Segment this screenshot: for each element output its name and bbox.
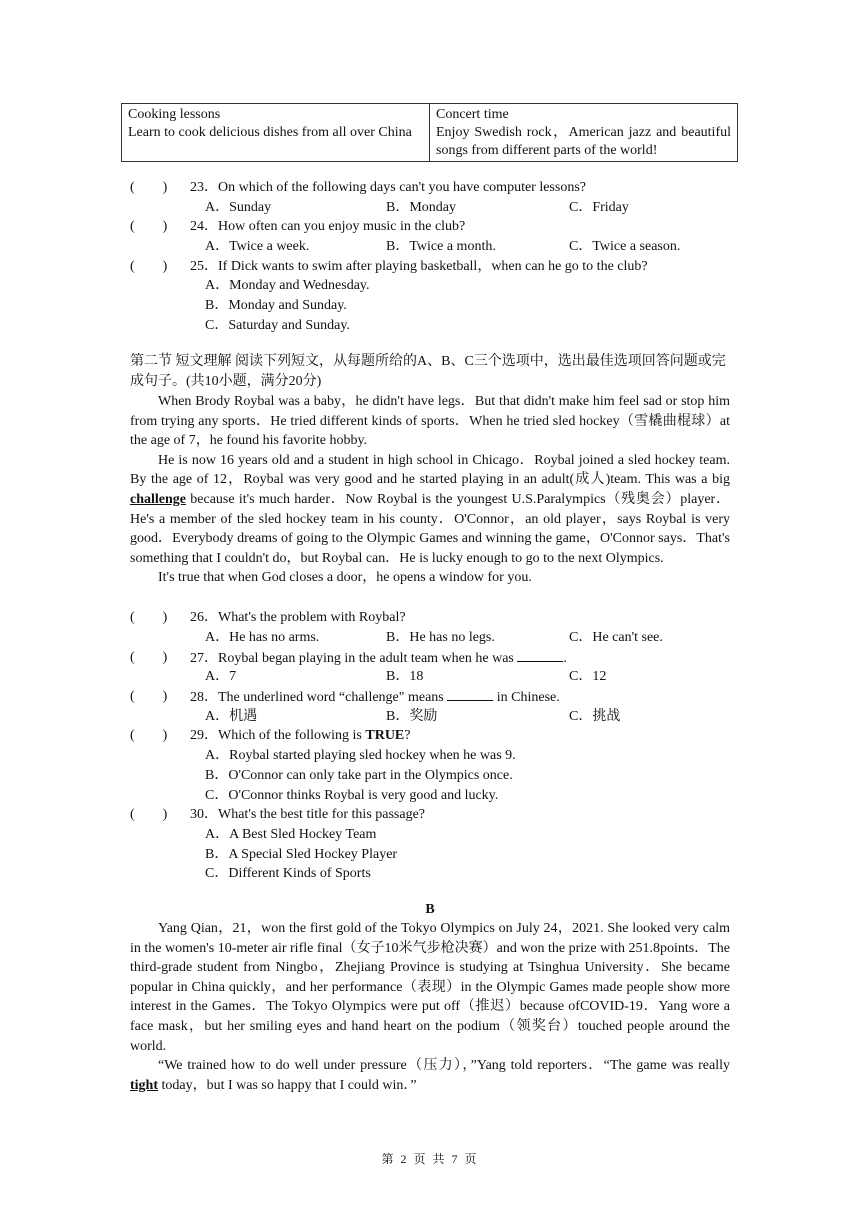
answer-parentheses: ( ) [130, 180, 168, 195]
underlined-word: challenge [130, 491, 186, 507]
paragraph: When Brody Roybal was a baby，he didn't have legs．But that didn't make him feel sad or stop him from trying any sports．He tried different kinds of sports．When he tried sled hockey（雪橇曲棍球）at the age of 7，he found his favorite hobby. [130, 394, 730, 449]
passage-b-label: B [425, 902, 435, 917]
question-text [190, 726, 411, 745]
option: B．O'Connor can only take part in the Olympics once. [205, 768, 513, 783]
option: B．奖励 [386, 709, 438, 724]
question-part: ? [404, 728, 411, 743]
answer-parentheses: ( ) [130, 219, 168, 234]
option: C．O'Connor thinks Roybal is very good and lucky. [205, 788, 499, 803]
question-text: 25．If Dick wants to swim after playing basketball，when can he go to the club? [190, 259, 648, 274]
section-heading: 第二节 短文理解 阅读下列短文，从每题所给的A、B、C三个选项中，选出最佳选项回答问题或完成句子。(共10小题，满分20分) [130, 354, 726, 389]
answer-parentheses: ( ) [130, 728, 168, 743]
club-activities-table [121, 103, 738, 162]
paragraph [130, 451, 730, 569]
option: A．机遇 [205, 709, 258, 724]
option: B．Twice a month. [386, 239, 496, 254]
answer-parentheses: ( ) [130, 650, 168, 665]
page-footer: 第 2 页 共 7 页 [381, 1152, 479, 1166]
question-part: . [563, 651, 567, 666]
question-part: 29．Which of the following is [190, 728, 366, 743]
answer-parentheses: ( ) [130, 259, 168, 274]
option: A．A Best Sled Hockey Team [205, 827, 377, 842]
cell-text: Learn to cook delicious dishes from all over China [128, 125, 412, 140]
concert-time-cell [430, 104, 738, 162]
question-part: 28．The underlined word “challenge" means [190, 690, 448, 705]
paragraph-text: because it's much harder．Now Roybal is the youngest U.S.Paralympics（残奥会）player．He's a member of the sled hockey team in his county．O'Connor，an old player，says Roybal is very good．Everybody dreams of going to the Olympic Games and winning the game，O'Connor says．That's something that I couldn't do，but Roybal can．He is lucky enough to go to the next Olympics. [130, 491, 730, 566]
paragraph: It's true that when God closes a door，he opens a window for you. [158, 570, 532, 586]
option: B．18 [386, 669, 424, 684]
question-23 [130, 178, 167, 197]
option: A．Sunday [205, 200, 272, 215]
option: A．He has no arms. [205, 630, 320, 645]
option: C．Friday [569, 200, 629, 215]
option: B．Monday [386, 200, 456, 215]
option: A．Twice a week. [205, 239, 310, 254]
answer-parentheses: ( ) [130, 689, 168, 704]
paragraph-text: He is now 16 years old and a student in high school in Chicago．Roybal joined a sled hockey team. By the age of 12，Roybal was very good and he started playing in an adult(成人)team. This was a big [130, 452, 730, 488]
paragraph-text: “We trained how to do well under pressure（压力），”Yang told reporters．“The game was really [158, 1058, 730, 1074]
paragraph [130, 1056, 730, 1095]
option: B．He has no legs. [386, 630, 495, 645]
question-part: 27．Roybal began playing in the adult team when he was [190, 651, 518, 666]
option: A．Monday and Wednesday. [205, 278, 370, 293]
bold-keyword: TRUE [365, 728, 405, 743]
question-text: 23．On which of the following days can't you have computer lessons? [190, 180, 586, 195]
question-part: in Chinese. [493, 690, 560, 705]
option: C．Saturday and Sunday. [205, 318, 350, 333]
answer-parentheses: ( ) [130, 807, 168, 822]
option: C．挑战 [569, 709, 621, 724]
answer-parentheses: ( ) [130, 610, 168, 625]
answer-blank [517, 648, 563, 662]
option: A．Roybal started playing sled hockey when he was 9. [205, 748, 516, 763]
paragraph-text: today，but I was so happy that I could win．” [158, 1077, 417, 1093]
cell-title: Concert time [436, 107, 509, 122]
question-text [190, 687, 560, 707]
question-text: 30．What's the best title for this passage? [190, 807, 426, 822]
option: B．A Special Sled Hockey Player [205, 847, 398, 862]
cell-title: Cooking lessons [128, 107, 221, 122]
option: C．He can't see. [569, 630, 663, 645]
cooking-lessons-cell [122, 104, 430, 162]
option: C．Different Kinds of Sports [205, 866, 371, 881]
option: C．Twice a season. [569, 239, 681, 254]
cell-text: Enjoy Swedish rock，American jazz and beautiful songs from different parts of the world! [436, 125, 731, 158]
question-text: 26．What's the problem with Roybal? [190, 610, 406, 625]
option: A．7 [205, 669, 237, 684]
question-text: 24．How often can you enjoy music in the club? [190, 219, 466, 234]
answer-blank [447, 687, 493, 701]
underlined-word: tight [130, 1077, 158, 1093]
passage-a [130, 392, 730, 588]
question-text [190, 648, 567, 668]
option: C．12 [569, 669, 607, 684]
option: B．Monday and Sunday. [205, 298, 347, 313]
passage-b [130, 919, 730, 1095]
paragraph: Yang Qian，21，won the first gold of the Tokyo Olympics on July 24，2021. She looked very calm in the women's 10-meter air rifle final（女子10米气步枪决赛）and won the prize with 251.8points．The third-grade student from Ningbo，Zhejiang Province is studying at Tsinghua University．She became popular in China quickly，and her performance（表现）in the Olympic Games made people show more interest in the Games．The Tokyo Olympics were put off（推迟）because ofCOVID-19．Yang wore a face mask，but her smiling eyes and hand heart on the podium（领奖台）touched people around the world. [130, 921, 730, 1054]
